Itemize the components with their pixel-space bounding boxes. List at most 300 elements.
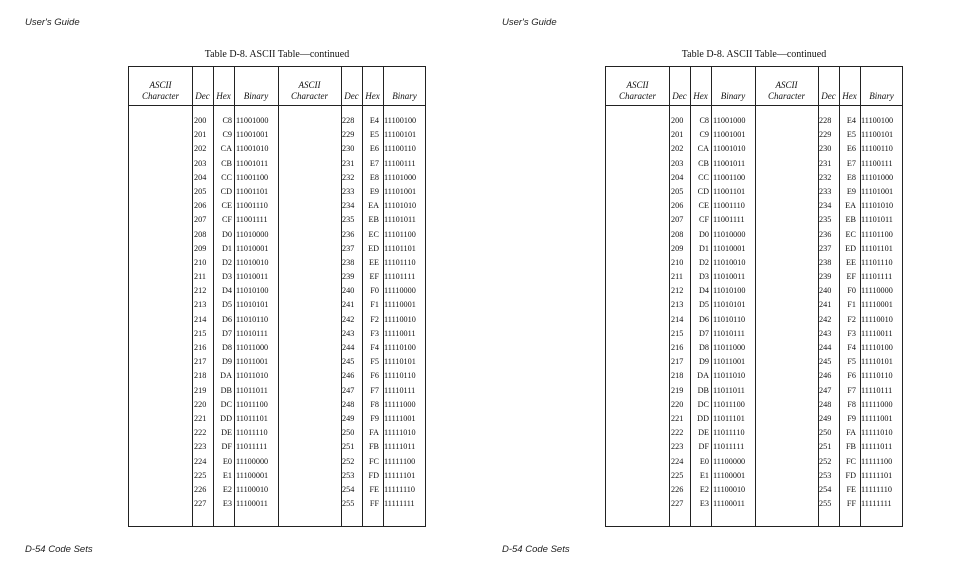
hex-cell: D0	[698, 229, 709, 239]
table-header-row	[129, 67, 425, 106]
hex-cell: E6	[846, 144, 856, 154]
hex-cell: FB	[845, 442, 856, 452]
hex-cell: CA	[220, 144, 232, 154]
binary-cell: 11011010	[713, 371, 746, 381]
dec-cell: 236	[342, 229, 355, 239]
table-row	[606, 355, 902, 369]
dec-cell: 204	[671, 172, 684, 182]
hex-cell: CD	[697, 186, 709, 196]
table-row	[129, 327, 425, 341]
table-row	[129, 242, 425, 256]
running-footer: D-54 Code Sets	[502, 544, 570, 555]
binary-cell: 11101010	[861, 201, 894, 211]
hex-cell: EA	[845, 201, 856, 211]
col-head-hex: Hex	[216, 91, 231, 101]
table-row	[129, 284, 425, 298]
dec-cell: 253	[819, 470, 832, 480]
dec-cell: 234	[819, 201, 832, 211]
hex-cell: E1	[699, 470, 709, 480]
binary-cell: 11111000	[861, 399, 893, 409]
table-row	[129, 355, 425, 369]
table-title: Table D-8. ASCII Table—continued	[681, 49, 827, 60]
hex-cell: EE	[368, 257, 379, 267]
binary-cell: 11111100	[384, 456, 416, 466]
dec-cell: 202	[194, 144, 207, 154]
dec-cell: 236	[819, 229, 832, 239]
hex-cell: CE	[698, 201, 709, 211]
dec-cell: 233	[819, 186, 832, 196]
table-row	[129, 497, 425, 511]
dec-cell: 208	[194, 229, 207, 239]
binary-cell: 11010000	[713, 229, 746, 239]
hex-cell: E2	[222, 484, 232, 494]
col-head-binary: Binary	[720, 91, 746, 101]
binary-cell: 11010111	[713, 328, 745, 338]
hex-cell: E5	[369, 130, 379, 140]
table-row	[606, 412, 902, 426]
table-row	[606, 298, 902, 312]
dec-cell: 250	[342, 428, 355, 438]
hex-cell: EC	[845, 229, 856, 239]
table-title: Table D-8. ASCII Table—continued	[204, 49, 350, 60]
table-row	[606, 171, 902, 185]
binary-cell: 11110100	[384, 343, 416, 352]
dec-cell: 247	[819, 385, 832, 395]
binary-cell: 11011011	[713, 385, 745, 395]
dec-cell: 206	[194, 201, 207, 211]
hex-cell: E6	[369, 144, 379, 154]
hex-cell: D1	[698, 243, 709, 253]
binary-cell: 11100111	[384, 158, 416, 168]
dec-cell: 246	[819, 371, 832, 381]
table-row	[606, 157, 902, 171]
dec-cell: 209	[194, 243, 207, 253]
binary-cell: 11100010	[236, 484, 269, 494]
hex-cell: E4	[846, 116, 856, 125]
hex-cell: DF	[698, 442, 709, 452]
binary-cell: 11100100	[861, 116, 894, 125]
dec-cell: 207	[194, 215, 207, 225]
binary-cell: 11101011	[384, 215, 416, 225]
dec-cell: 244	[819, 343, 832, 352]
binary-cell: 11110101	[384, 357, 416, 367]
binary-cell: 11101001	[861, 186, 894, 196]
binary-cell: 11100101	[861, 130, 894, 140]
dec-cell: 218	[194, 371, 207, 381]
table-row	[606, 440, 902, 454]
binary-cell: 11111111	[861, 499, 892, 509]
page-right	[477, 0, 954, 580]
hex-cell: C9	[222, 130, 232, 140]
dec-cell: 246	[342, 371, 355, 381]
hex-cell: FD	[845, 470, 856, 480]
table-row	[606, 384, 902, 398]
table-row	[129, 213, 425, 227]
hex-cell: E8	[846, 172, 856, 182]
hex-cell: F0	[847, 286, 856, 296]
hex-cell: C8	[222, 116, 232, 125]
binary-cell: 11110000	[861, 286, 893, 296]
table-row	[129, 298, 425, 312]
table-row	[129, 313, 425, 327]
binary-cell: 11111101	[861, 470, 893, 480]
binary-cell: 11100110	[861, 144, 893, 154]
hex-cell: E7	[369, 158, 379, 168]
binary-cell: 11110000	[384, 286, 416, 296]
hex-cell: CC	[221, 172, 232, 182]
table-row	[129, 171, 425, 185]
binary-cell: 11100100	[384, 116, 417, 125]
col-head-ascii-character: ASCII Character	[142, 80, 179, 101]
dec-cell: 217	[671, 357, 684, 367]
hex-cell: CA	[697, 144, 709, 154]
col-head-dec: Dec	[672, 91, 687, 101]
hex-cell: E3	[699, 499, 709, 509]
table-row	[129, 128, 425, 142]
binary-cell: 11001010	[713, 144, 746, 154]
binary-cell: 11100111	[861, 158, 893, 168]
dec-cell: 213	[194, 300, 207, 310]
dec-cell: 231	[342, 158, 355, 168]
hex-cell: F6	[370, 371, 379, 381]
dec-cell: 214	[194, 314, 207, 324]
hex-cell: D3	[698, 272, 709, 282]
dec-cell: 207	[671, 215, 684, 225]
binary-cell: 11100110	[384, 144, 416, 154]
binary-cell: 11101010	[384, 201, 417, 211]
table-row	[129, 157, 425, 171]
dec-cell: 215	[194, 328, 207, 338]
dec-cell: 204	[194, 172, 207, 182]
binary-cell: 11110110	[861, 371, 893, 381]
dec-cell: 209	[671, 243, 684, 253]
dec-cell: 227	[194, 499, 207, 509]
hex-cell: CB	[221, 158, 232, 168]
dec-cell: 210	[194, 257, 207, 267]
binary-cell: 11001111	[713, 215, 745, 225]
hex-cell: F1	[370, 300, 379, 310]
dec-cell: 216	[671, 343, 684, 352]
binary-cell: 11111100	[861, 456, 893, 466]
dec-cell: 229	[819, 130, 832, 140]
hex-cell: E9	[846, 186, 856, 196]
hex-cell: E5	[846, 130, 856, 140]
ascii-table	[128, 66, 426, 527]
hex-cell: F6	[847, 371, 856, 381]
binary-cell: 11110111	[384, 385, 416, 395]
table-row	[129, 199, 425, 213]
dec-cell: 235	[342, 215, 355, 225]
binary-cell: 11110001	[384, 300, 416, 310]
binary-cell: 11001010	[236, 144, 269, 154]
hex-cell: E8	[369, 172, 379, 182]
hex-cell: F5	[847, 357, 856, 367]
binary-cell: 11001000	[236, 116, 269, 125]
table-row	[129, 440, 425, 454]
binary-cell: 11100001	[713, 470, 746, 480]
dec-cell: 245	[342, 357, 355, 367]
hex-cell: F7	[847, 385, 856, 395]
binary-cell: 11101111	[861, 272, 893, 282]
binary-cell: 11011110	[713, 428, 745, 438]
hex-cell: EE	[845, 257, 856, 267]
hex-cell: FC	[368, 456, 379, 466]
dec-cell: 240	[819, 286, 832, 296]
hex-cell: DD	[697, 413, 709, 423]
dec-cell: 241	[342, 300, 355, 310]
binary-cell: 11111010	[384, 428, 416, 438]
dec-cell: 210	[671, 257, 684, 267]
hex-cell: C8	[699, 116, 709, 125]
binary-cell: 11011010	[236, 371, 269, 381]
table-row	[606, 313, 902, 327]
dec-cell: 252	[342, 456, 355, 466]
hex-cell: F2	[370, 314, 379, 324]
dec-cell: 213	[671, 300, 684, 310]
binary-cell: 11111101	[384, 470, 416, 480]
table-row	[129, 228, 425, 242]
hex-cell: E3	[222, 499, 232, 509]
dec-cell: 224	[194, 456, 207, 466]
table-body	[606, 114, 902, 511]
hex-cell: F1	[847, 300, 856, 310]
hex-cell: F4	[847, 343, 856, 352]
hex-cell: C9	[699, 130, 709, 140]
running-footer: D-54 Code Sets	[25, 544, 93, 555]
col-head-hex: Hex	[842, 91, 857, 101]
table-row	[606, 497, 902, 511]
dec-cell: 220	[194, 399, 207, 409]
table-row	[129, 469, 425, 483]
binary-cell: 11010000	[236, 229, 269, 239]
dec-cell: 232	[819, 172, 832, 182]
dec-cell: 254	[342, 484, 355, 494]
binary-cell: 11100000	[236, 456, 269, 466]
binary-cell: 11010101	[713, 300, 746, 310]
binary-cell: 11011111	[713, 442, 745, 452]
dec-cell: 201	[671, 130, 684, 140]
dec-cell: 228	[819, 116, 832, 125]
dec-cell: 203	[194, 158, 207, 168]
table-row	[606, 341, 902, 355]
binary-cell: 11111001	[861, 413, 893, 423]
binary-cell: 11110111	[861, 385, 893, 395]
hex-cell: D0	[221, 229, 232, 239]
hex-cell: DD	[220, 413, 232, 423]
dec-cell: 242	[819, 314, 832, 324]
hex-cell: DE	[221, 428, 232, 438]
hex-cell: FD	[368, 470, 379, 480]
dec-cell: 221	[671, 413, 684, 423]
hex-cell: DF	[221, 442, 232, 452]
dec-cell: 211	[671, 272, 683, 282]
hex-cell: F9	[370, 413, 379, 423]
dec-cell: 254	[819, 484, 832, 494]
binary-cell: 11011100	[713, 399, 745, 409]
binary-cell: 11111000	[384, 399, 416, 409]
hex-cell: ED	[845, 243, 856, 253]
hex-cell: F3	[847, 328, 856, 338]
table-row	[129, 455, 425, 469]
table-row	[129, 384, 425, 398]
binary-cell: 11110100	[861, 343, 893, 352]
hex-cell: D6	[221, 314, 232, 324]
binary-cell: 11110101	[861, 357, 893, 367]
dec-cell: 226	[671, 484, 684, 494]
binary-cell: 11101110	[384, 257, 416, 267]
dec-cell: 223	[194, 442, 207, 452]
dec-cell: 211	[194, 272, 206, 282]
binary-cell: 11011101	[236, 413, 268, 423]
binary-cell: 11010011	[713, 272, 746, 282]
binary-cell: 11101100	[861, 229, 893, 239]
table-row	[606, 284, 902, 298]
binary-cell: 11010001	[236, 243, 269, 253]
dec-cell: 231	[819, 158, 832, 168]
hex-cell: FC	[845, 456, 856, 466]
hex-cell: ED	[368, 243, 379, 253]
hex-cell: E9	[369, 186, 379, 196]
col-head-dec: Dec	[821, 91, 836, 101]
dec-cell: 206	[671, 201, 684, 211]
running-header: User's Guide	[502, 17, 557, 28]
table-row	[606, 483, 902, 497]
dec-cell: 212	[671, 286, 684, 296]
dec-cell: 239	[342, 272, 355, 282]
dec-cell: 230	[342, 144, 355, 154]
binary-cell: 11011101	[713, 413, 745, 423]
binary-cell: 11100101	[384, 130, 417, 140]
dec-cell: 226	[194, 484, 207, 494]
binary-cell: 11010100	[713, 286, 746, 296]
dec-cell: 235	[819, 215, 832, 225]
dec-cell: 205	[671, 186, 684, 196]
dec-cell: 221	[194, 413, 207, 423]
table-header-row	[606, 67, 902, 106]
dec-cell: 242	[342, 314, 355, 324]
hex-cell: D6	[698, 314, 709, 324]
dec-cell: 223	[671, 442, 684, 452]
binary-cell: 11101101	[861, 243, 893, 253]
binary-cell: 11110011	[861, 328, 893, 338]
table-row	[129, 185, 425, 199]
col-head-ascii-character: ASCII Character	[768, 80, 805, 101]
table-row	[606, 270, 902, 284]
dec-cell: 255	[342, 499, 355, 509]
dec-cell: 245	[819, 357, 832, 367]
col-head-binary: Binary	[243, 91, 269, 101]
binary-cell: 11101011	[861, 215, 893, 225]
dec-cell: 238	[819, 257, 832, 267]
binary-cell: 11111111	[384, 499, 415, 509]
binary-cell: 11111110	[861, 484, 892, 494]
hex-cell: DC	[697, 399, 709, 409]
dec-cell: 249	[819, 413, 832, 423]
dec-cell: 201	[194, 130, 207, 140]
dec-cell: 228	[342, 116, 355, 125]
hex-cell: EF	[369, 272, 379, 282]
binary-cell: 11110010	[861, 314, 893, 324]
hex-cell: D3	[221, 272, 232, 282]
hex-cell: FB	[368, 442, 379, 452]
dec-cell: 238	[342, 257, 355, 267]
hex-cell: D5	[698, 300, 709, 310]
hex-cell: D8	[221, 343, 232, 352]
dec-cell: 219	[194, 385, 207, 395]
binary-cell: 11101000	[384, 172, 417, 182]
hex-cell: EB	[368, 215, 379, 225]
dec-cell: 229	[342, 130, 355, 140]
dec-cell: 247	[342, 385, 355, 395]
hex-cell: E4	[369, 116, 379, 125]
table-row	[129, 398, 425, 412]
dec-cell: 250	[819, 428, 832, 438]
dec-cell: 205	[194, 186, 207, 196]
binary-cell: 11010111	[236, 328, 268, 338]
dec-cell: 251	[342, 442, 355, 452]
binary-cell: 11101000	[861, 172, 894, 182]
binary-cell: 11010100	[236, 286, 269, 296]
binary-cell: 11100001	[236, 470, 269, 480]
dec-cell: 237	[819, 243, 832, 253]
binary-cell: 11001000	[713, 116, 746, 125]
binary-cell: 11101110	[861, 257, 893, 267]
binary-cell: 11011110	[236, 428, 268, 438]
hex-cell: D7	[221, 328, 232, 338]
binary-cell: 11101111	[384, 272, 416, 282]
dec-cell: 208	[671, 229, 684, 239]
binary-cell: 11110011	[384, 328, 416, 338]
hex-cell: D2	[698, 257, 709, 267]
table-row	[606, 128, 902, 142]
binary-cell: 11011100	[236, 399, 268, 409]
hex-cell: EF	[846, 272, 856, 282]
binary-cell: 11111011	[384, 442, 416, 452]
dec-cell: 222	[671, 428, 684, 438]
hex-cell: E7	[846, 158, 856, 168]
hex-cell: F3	[370, 328, 379, 338]
hex-cell: FA	[846, 428, 856, 438]
binary-cell: 11001100	[236, 172, 269, 182]
table-row	[606, 455, 902, 469]
hex-cell: CF	[698, 215, 709, 225]
hex-cell: D4	[698, 286, 709, 296]
binary-cell: 11111011	[861, 442, 893, 452]
running-header: User's Guide	[25, 17, 80, 28]
binary-cell: 11001101	[236, 186, 269, 196]
binary-cell: 11001011	[236, 158, 269, 168]
table-row	[129, 270, 425, 284]
hex-cell: F9	[847, 413, 856, 423]
dec-cell: 248	[819, 399, 832, 409]
dec-cell: 214	[671, 314, 684, 324]
col-head-dec: Dec	[344, 91, 359, 101]
binary-cell: 11010011	[236, 272, 269, 282]
binary-cell: 11111110	[384, 484, 415, 494]
hex-cell: FA	[369, 428, 379, 438]
col-head-dec: Dec	[195, 91, 210, 101]
hex-cell: FE	[846, 484, 856, 494]
hex-cell: CD	[220, 186, 232, 196]
col-head-hex: Hex	[693, 91, 708, 101]
binary-cell: 11001111	[236, 215, 268, 225]
table-row	[606, 327, 902, 341]
hex-cell: D9	[221, 357, 232, 367]
binary-cell: 11010010	[236, 257, 269, 267]
dec-cell: 225	[194, 470, 207, 480]
dec-cell: 225	[671, 470, 684, 480]
dec-cell: 241	[819, 300, 832, 310]
